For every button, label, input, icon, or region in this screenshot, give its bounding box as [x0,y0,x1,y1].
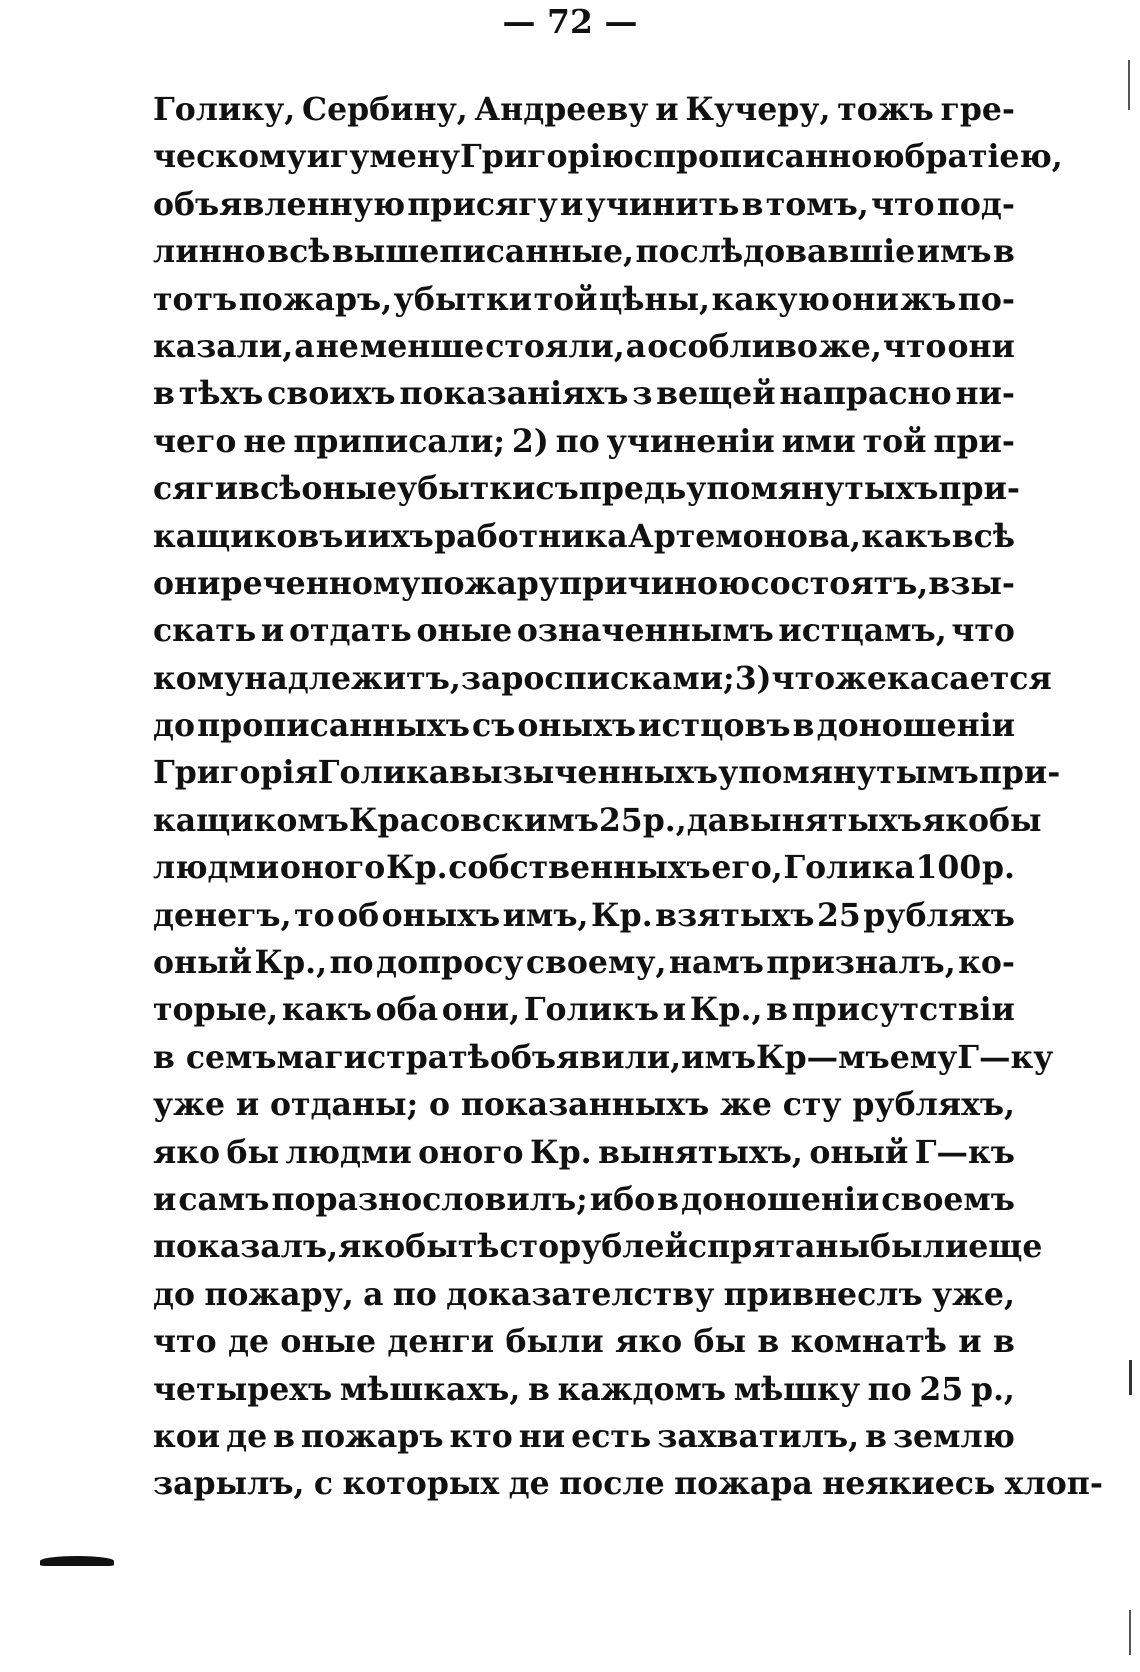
word: Кр. [530,1133,592,1171]
word: Голика [783,849,915,887]
word: 25 [598,801,643,839]
word: оные [280,1323,377,1361]
word: ибо [589,1180,656,1218]
word: чего [153,422,237,460]
word: объявили, [489,1038,682,1076]
word: вынятыхъ, [598,1133,803,1171]
word: оные [416,612,513,650]
word: ими [781,422,856,460]
word: при- [933,422,1015,460]
word: вещей [656,375,776,413]
word: имъ, [502,896,589,934]
text-line [153,1460,1103,1507]
word: Кучеру, [685,91,831,128]
word: ни [518,1417,566,1455]
word: вызыченныхъ [449,754,719,792]
word: Г—къ [914,1133,1015,1171]
word: Кр. [591,896,653,934]
word: всѣ [238,470,302,508]
word: не [243,422,287,460]
word: людми [153,849,280,887]
text-line [153,133,1063,180]
text-line [153,1413,1015,1460]
word: тотъ [153,280,238,318]
word: что [882,327,947,365]
text-line [153,892,1015,939]
word: что [951,612,1015,650]
word: упомянутымъ [718,754,979,792]
word: пожара [674,1465,813,1503]
text-line [153,513,1015,560]
word: в [527,1370,550,1408]
word: и [655,91,679,128]
word: кому [153,659,245,697]
word: съ [471,707,516,745]
word: что [153,1323,217,1361]
word: ихъ [367,517,434,555]
word: захватилъ, [657,1417,860,1455]
word: доношеніи [816,707,1015,745]
word: и [958,1323,982,1361]
word: истцамъ, [778,612,947,650]
word: послѣдовавшіе [635,233,916,271]
word: есть [571,1417,652,1455]
word: же [835,659,887,697]
word: росписками; [501,659,735,697]
word: и [260,612,285,650]
word: томъ, [765,185,869,223]
word: что [870,185,935,223]
text-line [153,370,1015,417]
word: кащикомъ [153,801,349,839]
word: отдать [288,612,412,650]
word: пожаръ [301,1417,444,1455]
word: оный [153,944,253,982]
word: оного [418,1133,524,1171]
word: в [153,375,175,413]
word: в [993,1323,1015,1361]
text-line [153,418,1015,465]
word: и [343,517,368,555]
word: и [559,185,584,223]
word: рубляхъ [863,896,1015,934]
word: означеннымъ [516,612,774,650]
word: по [329,944,374,982]
word: Голика [317,754,450,792]
word: якобы [338,1228,458,1266]
text-line [153,323,1015,370]
word: намъ [668,944,764,982]
text-line [153,1271,1015,1318]
word: денегъ, [153,896,292,934]
word: уже, [931,1275,1015,1313]
word: менше [359,327,485,365]
word: вышеписанные, [331,233,634,271]
text-line [153,939,1015,986]
word: убытки [397,470,536,508]
word: прописанною [652,138,905,176]
word: оные [301,470,398,508]
word: той [533,280,598,318]
word: с [313,1465,334,1503]
margin-mark [1129,1610,1131,1655]
word: а [625,327,647,365]
word: самъ [178,1180,270,1218]
word: ко- [958,944,1015,982]
word: уже [153,1086,226,1124]
text-line [153,560,1015,607]
text-line [153,986,1015,1033]
word: привнеслъ [723,1275,923,1313]
text-line [153,1318,1015,1365]
word: пожару [420,564,559,602]
word: яко [615,1323,683,1361]
word: не [315,327,359,365]
word: при- [978,754,1061,792]
word: рублей [559,1228,688,1266]
text-line [153,797,1042,844]
word: ни- [955,375,1015,413]
word: прописанныхъ [197,707,470,745]
word: Кр. [385,849,448,887]
word: 2) [511,422,549,460]
word: они [947,327,1015,365]
word: какъ [281,991,372,1029]
word: своемъ [881,1180,1015,1218]
word: яко [921,801,989,839]
text-line [153,1223,1043,1270]
word: денги [387,1323,495,1361]
word: призналъ, [766,944,956,982]
text-line [153,86,1015,133]
word: всѣ [267,233,331,271]
word: да [686,801,729,839]
word: 100 [915,849,982,887]
word: своему, [525,944,667,982]
word: в [741,185,764,223]
text-line [153,749,1061,796]
text-line [153,465,1020,512]
word: р., [970,1370,1015,1408]
word: приписали; [293,422,505,460]
word: по [867,1370,912,1408]
word: сто [499,1228,560,1266]
word: своихъ [267,375,396,413]
word: и [153,1180,177,1218]
word: Голикъ [523,991,660,1029]
word: четырехъ [153,1370,333,1408]
word: Кр., [689,991,763,1029]
word: состоятъ, [750,564,929,602]
word: Г—ку [957,1038,1054,1076]
word: яко [153,1133,221,1171]
word: взы- [928,564,1015,602]
word: тѣхъ [178,375,264,413]
word: же, [818,327,882,365]
word: тѣ [457,1228,500,1266]
word: а [363,1275,384,1313]
word: р. [981,849,1015,887]
word: Григорія [153,754,318,792]
word: бы [693,1323,747,1361]
word: до [153,1275,196,1313]
word: предьупомянутыхъ [578,470,939,508]
word: той [862,422,927,460]
word: землю [892,1417,1015,1455]
word: надлежитъ, [244,659,461,697]
word: отданы; [270,1086,419,1124]
word: спрятаны [687,1228,871,1266]
word: кои [153,1417,221,1455]
word: за [460,659,502,697]
word: 25 [816,896,861,934]
word: которых [342,1465,500,1503]
margin-mark [1128,60,1130,110]
word: по [392,1275,437,1313]
word: по- [957,280,1015,318]
word: Кр—мъ [756,1038,890,1076]
word: какъ [861,517,952,555]
word: мѣшку [733,1370,860,1408]
word: в [792,707,815,745]
word: собственныхъ [448,849,711,887]
text-line [153,844,1015,891]
word: де [227,1323,269,1361]
word: скать [153,612,257,650]
word: линно [153,233,266,271]
word: были [870,1228,969,1266]
text-line [153,181,1015,228]
word: ему [889,1038,958,1076]
word: 25 [919,1370,964,1408]
word: з [632,375,653,413]
word: особливо [647,327,818,365]
word: сяги [153,470,239,508]
word: братіею, [904,138,1063,176]
word: пожаръ, [238,280,393,318]
word: при- [938,470,1020,508]
word: цѣны, [598,280,710,318]
word: гре- [940,91,1015,128]
text-line [153,655,1052,702]
text-line [153,276,1015,323]
word: в [273,1417,296,1455]
word: Андрееву [474,91,649,128]
word: всѣ [951,517,1015,555]
word: присутствіи [791,991,1015,1029]
word: жъ [900,280,957,318]
word: присягу [407,185,558,223]
text-line [153,1129,1015,1176]
word: доказателству [446,1275,715,1313]
word: оный [809,1133,909,1171]
word: кто [449,1417,513,1455]
text-line [153,607,1015,654]
word: в [766,991,789,1029]
text-line [153,702,1015,749]
word: по [555,422,600,460]
word: они [831,280,899,318]
word: Григорію [460,138,634,176]
word: реченному [220,564,421,602]
word: напрасно [779,375,952,413]
word: причиною [559,564,751,602]
word: что [771,659,836,697]
word: они [153,564,221,602]
word: пожару, [204,1275,354,1313]
word: то [294,896,335,934]
word: еще [968,1228,1043,1266]
word: были [505,1323,604,1361]
body-text [153,86,1103,1508]
word: убытки [393,280,533,318]
word: игумену [306,138,461,176]
word: доношеніи [680,1180,880,1218]
word: кащиковъ [153,517,344,555]
word: в [993,233,1015,271]
word: мѣшкахъ, [339,1370,521,1408]
word: неякиесь [822,1465,996,1503]
word: имъ [916,233,992,271]
word: в [865,1417,887,1455]
word: допросу [375,944,524,982]
word: оба [375,991,439,1029]
ink-blot [40,1556,114,1566]
word: р., [642,801,687,839]
word: они, [441,991,521,1029]
word: а [294,327,315,365]
word: рубляхъ, [852,1086,1015,1124]
word: и [662,991,687,1029]
word: Артемонова, [628,517,861,555]
word: показаніяхъ [399,375,629,413]
word: людми [285,1133,412,1171]
word: учинить [585,185,740,223]
word: о [429,1086,451,1124]
word: 3) [734,659,772,697]
word: с [633,138,653,176]
word: поразнословилъ; [271,1180,588,1218]
text-line [153,1176,1015,1223]
word: комнатѣ [790,1323,947,1361]
margin-mark [1129,1360,1132,1395]
word: какую [711,280,830,318]
word: Красовскимъ [348,801,599,839]
word: зарылъ, [153,1465,305,1503]
word: оныхъ [381,896,501,934]
word: съ [535,470,579,508]
word: показанныхъ [460,1086,710,1124]
word: истцовъ [638,707,791,745]
word: де [226,1417,268,1455]
word: ческому [153,138,307,176]
word: сту [782,1086,842,1124]
word: после [559,1465,665,1503]
word: объявленную [153,185,406,223]
word: оного [279,849,386,887]
word: же [720,1086,772,1124]
word: имъ [681,1038,756,1076]
word: Сербину, [302,91,468,128]
word: Голику, [153,91,296,128]
page-number: — 72 — [502,2,638,41]
word: бы [988,801,1042,839]
word: в семъ [153,1038,277,1076]
word: и [235,1086,260,1124]
word: торые, [153,991,279,1029]
word: его, [711,849,783,887]
word: учиненіи [606,422,775,460]
word: казали, [153,327,294,365]
text-line [153,1034,1054,1081]
word: касается [886,659,1052,697]
word: бы [226,1133,280,1171]
text-line [153,228,1015,275]
word: стояли, [485,327,625,365]
word: тожъ [837,91,934,128]
word: каждомъ [557,1370,727,1408]
word: показалъ, [153,1228,339,1266]
word: оныхъ [517,707,637,745]
word: в [657,1180,679,1218]
text-line [153,1081,1015,1128]
word: в [757,1323,780,1361]
word: магистратѣ [276,1038,490,1076]
word: под- [936,185,1015,223]
text-line [153,1366,1015,1413]
word: Кр., [254,944,328,982]
word: взятыхъ [655,896,815,934]
word: хлоп- [1004,1465,1103,1503]
word: об [337,896,380,934]
word: до [153,707,196,745]
word: вынятыхъ [728,801,922,839]
word: де [508,1465,550,1503]
word: работника [434,517,628,555]
